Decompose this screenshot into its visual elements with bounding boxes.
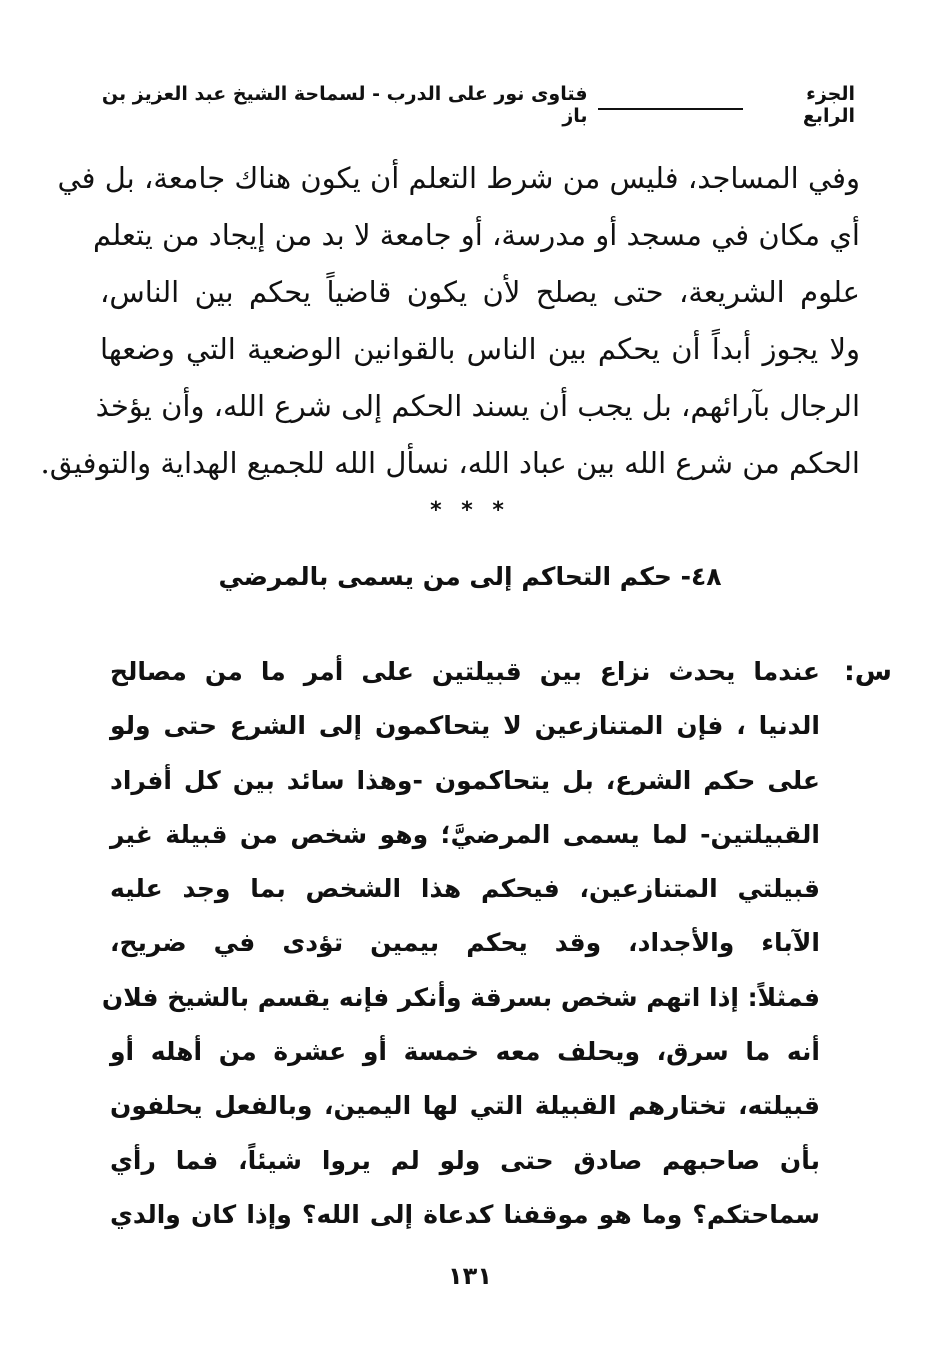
header-part-label: الجزء الرابع xyxy=(802,83,855,127)
question-line: عندما يحدث نزاع بين قبيلتين على أمر ما من مصالح xyxy=(110,657,820,686)
header-rule xyxy=(598,108,743,110)
page-number: ١٣١ xyxy=(448,1262,492,1290)
intro-line: علوم الشريعة، حتى يصلح لأن يكون قاضياً يحكم بين الناس، xyxy=(100,275,860,309)
intro-paragraph xyxy=(40,150,860,492)
question-line: الدنيا ، فإن المتنازعين لا يتحاكمون إلى الشرع حتى ولو xyxy=(110,711,820,741)
question-line: سماحتكم؟ وما هو موقفنا كدعاة إلى الله؟ وإذا كان والدي xyxy=(110,1199,820,1229)
question-line: أنه ما سرق، ويحلف معه خمسة أو عشرة من أهله أو xyxy=(110,1037,820,1067)
question-line: فمثلاً: إذا اتهم شخص بسرقة وأنكر فإنه يقسم بالشيخ فلان xyxy=(101,982,820,1012)
intro-line: أي مكان في مسجد أو مدرسة، أو جامعة لا بد من إيجاد من يتعلم xyxy=(93,218,860,252)
question-block xyxy=(101,645,892,1242)
intro-line: وفي المساجد، فليس من شرط التعلم أن يكون هناك جامعة، بل في xyxy=(57,161,860,195)
intro-line: الرجال بآرائهم، بل يجب أن يسند الحكم إلى شرع الله، وأن يؤخذ xyxy=(95,389,860,423)
question-line: على حكم الشرع، بل يتحاكمون -وهذا سائد بين كل أفراد xyxy=(110,765,820,795)
question-line: قبيلته، تختارهم القبيلة التي لها اليمين، وبالفعل يحلفون xyxy=(110,1091,820,1121)
section-separator: * * * xyxy=(430,498,510,523)
intro-line: ولا يجوز أبداً أن يحكم بين الناس بالقوانين الوضعية التي وضعها xyxy=(100,332,860,366)
question-line: القبيلتين- لما يسمى المرضيَّ؛ وهو شخص من قبيلة غير xyxy=(110,819,820,849)
intro-line: الحكم من شرع الله بين عباد الله، نسأل الله للجميع الهداية والتوفيق. xyxy=(40,446,860,480)
question-line: الآباء والأجداد، وقد يحكم بيمين تؤدى في ضريح، xyxy=(110,928,820,958)
question-label: س: xyxy=(843,656,892,687)
question-line: بأن صاحبهم صادق حتى ولو لم يروا شيئاً، فما رأي xyxy=(110,1145,820,1175)
section-title: ٤٨- حكم التحاكم إلى من يسمى بالمرضي xyxy=(218,562,722,591)
question-line: قبيلتي المتنازعين، فيحكم هذا الشخص بما وجد عليه xyxy=(110,874,820,904)
header-book-title: فتاوى نور على الدرب - لسماحة الشيخ عبد العزيز بن باز xyxy=(101,83,588,127)
running-header xyxy=(95,83,855,127)
